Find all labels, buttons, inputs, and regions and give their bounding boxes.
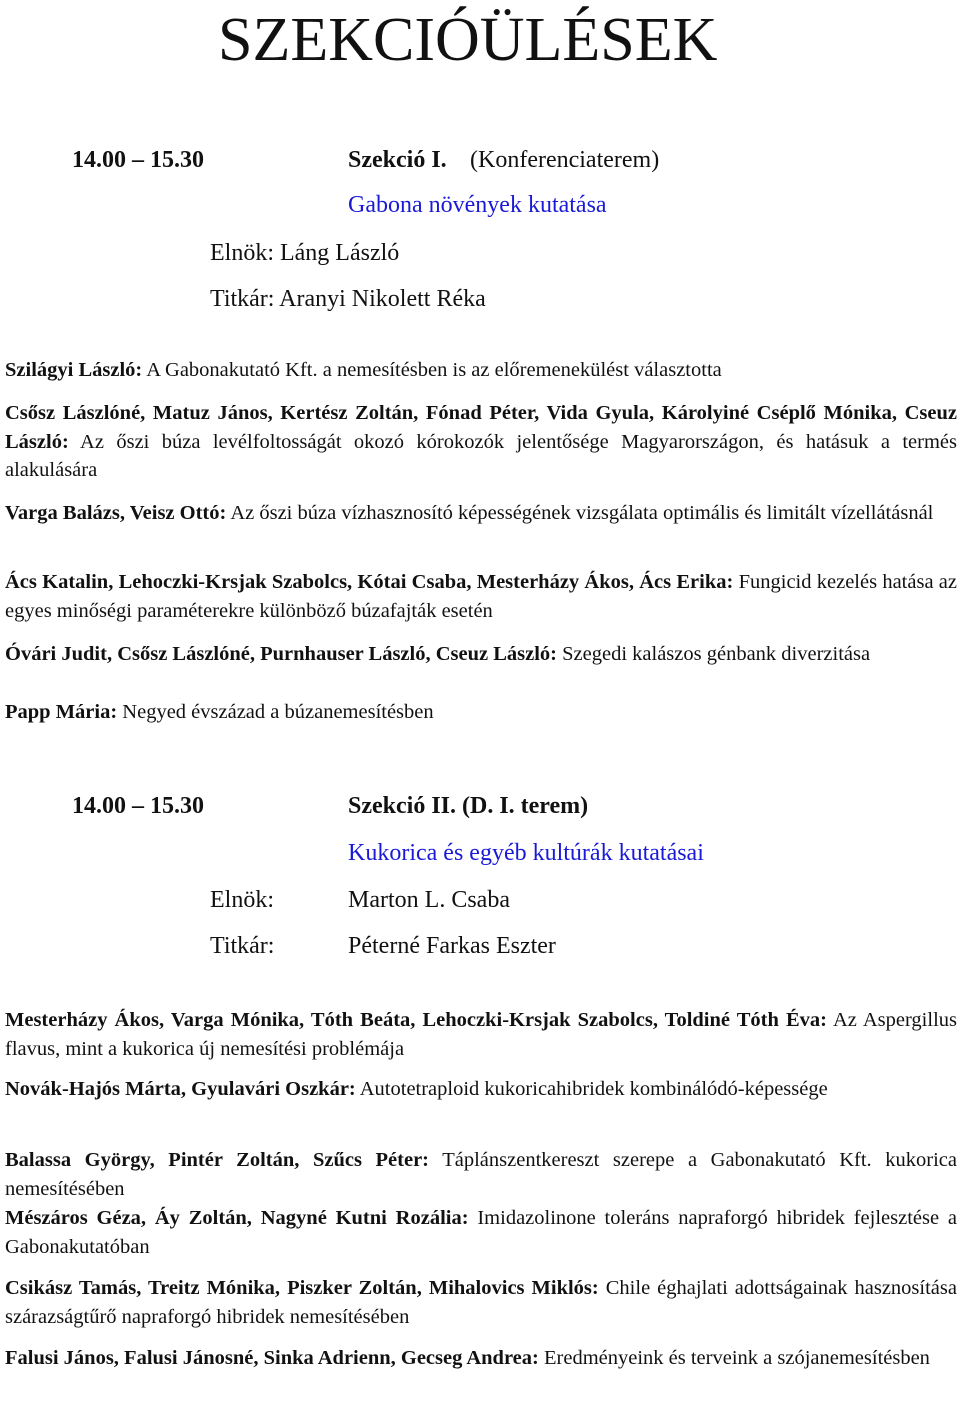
talk-entry [5,356,957,385]
talk-entry [5,1006,957,1063]
talk-entry [5,1075,957,1104]
talk-entry [5,399,957,485]
talk-title: Negyed évszázad a búzanemesítésben [117,701,434,723]
talk-authors: Csikász Tamás, Treitz Mónika, Piszker Zoltán, Mihalovics Miklós: [5,1277,599,1299]
section2-name: Szekció II. (D. I. terem) [348,793,589,819]
talk-title: A Gabonakutató Kft. a nemesítésben is az előremenekülést választotta [142,359,722,381]
talk-authors: Papp Mária: [5,701,118,723]
talk-title: Fungicid kezelés hatása az egyes minőségi paraméterekre különböző búzafajták esetén [5,571,957,622]
talk-entry [5,698,957,727]
talk-authors: Varga Balázs, Veisz Ottó: [5,502,227,524]
talk-authors: Falusi János, Falusi Jánosné, Sinka Adrienn, Gecseg Andrea: [5,1347,539,1369]
talk-title: Autotetraploid kukoricahibridek kombinálódó-képessége [355,1078,828,1100]
talk-entry [5,1146,957,1203]
talk-title: Chile éghajlati adottságainak hasznosítása szárazságtűrő napraforgó hibridek nemesítésében [5,1277,957,1328]
talk-entry [5,499,957,528]
talk-title: Imidazolinone toleráns napraforgó hibridek fejlesztése a Gabonakutatóban [5,1207,957,1258]
talk-title: Az őszi búza levélfoltosságát okozó kórokozók jelentősége Magyarországon, és hatásuk a termés alakulására [5,430,957,481]
talk-authors: Balassa György, Pintér Zoltán, Szűcs Péter: [5,1149,430,1171]
section1-chair: Elnök: Láng László [210,240,400,266]
section2-secretary-name: Péterné Farkas Eszter [348,933,556,959]
talk-entry [5,568,957,625]
section2-secretary-label: Titkár: [210,933,275,959]
talk-authors: Mészáros Géza, Áy Zoltán, Nagyné Kutni Rozália: [5,1207,469,1229]
section2-topic: Kukorica és egyéb kultúrák kutatásai [348,840,704,866]
talk-entry [5,1274,957,1331]
talk-title: Eredményeink és terveink a szójanemesítésben [538,1347,930,1369]
section2-time: 14.00 – 15.30 [72,793,204,819]
section2-chair-label: Elnök: [210,887,274,913]
page-title: SZEKCIÓÜLÉSEK [218,6,718,74]
talk-authors: Szilágyi László: [5,359,143,381]
section1-topic: Gabona növények kutatása [348,192,607,218]
talk-entry [5,640,957,669]
talk-authors: Ács Katalin, Lehoczki-Krsjak Szabolcs, Kótai Csaba, Mesterházy Ákos, Ács Erika: [5,571,734,593]
talk-entry [5,1344,957,1373]
talk-title: Táplánszentkereszt szerepe a Gabonakutató Kft. kukorica nemesítésében [5,1149,957,1200]
talk-entry [5,1204,957,1261]
section1-secretary: Titkár: Aranyi Nikolett Réka [210,286,486,312]
talk-title: Szegedi kalászos génbank diverzitása [557,643,871,665]
talk-authors: Csősz Lászlóné, Matuz János, Kertész Zoltán, Fónad Péter, Vida Gyula, Károlyiné Cséplő Mónika, Cseuz László: [5,402,957,453]
section2-chair-name: Marton L. Csaba [348,887,510,913]
talk-authors: Óvári Judit, Csősz Lászlóné, Purnhauser László, Cseuz László: [5,643,557,665]
talk-title: Az Aspergillus flavus, mint a kukorica új nemesítési problémája [5,1009,957,1060]
section1-time: 14.00 – 15.30 [72,147,204,173]
talk-authors: Mesterházy Ákos, Varga Mónika, Tóth Beáta, Lehoczki-Krsjak Szabolcs, Toldiné Tóth Éva: [5,1009,827,1031]
section1-room: (Konferenciaterem) [470,147,660,173]
section1-name: Szekció I. [348,147,447,173]
talk-authors: Novák-Hajós Márta, Gyulavári Oszkár: [5,1078,356,1100]
talk-title: Az őszi búza vízhasznosító képességének vizsgálata optimális és limitált vízellátásnál [226,502,934,524]
